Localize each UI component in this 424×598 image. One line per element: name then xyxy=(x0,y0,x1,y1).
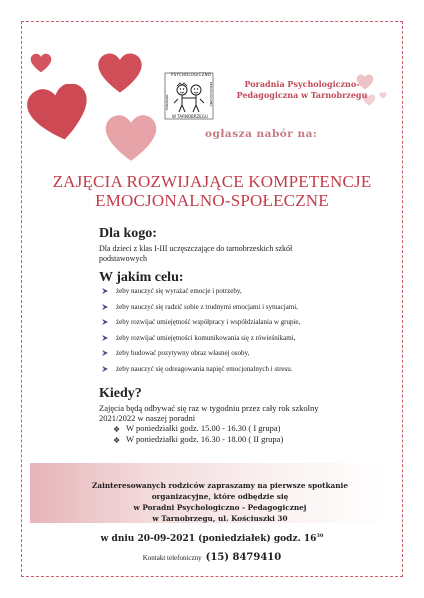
for-whom-line-1: Dla dzieci z klas I-III uczęszczające do tarnobrzeskich szkół xyxy=(99,244,293,253)
page-title xyxy=(30,172,394,210)
invitation-line-1: Zainteresowanych rodziców zapraszamy na pierwsze spotkanie xyxy=(92,481,348,490)
invitation-line-3: w Poradni Psychologiczno - Pedagogicznej xyxy=(133,503,307,512)
heart-icon xyxy=(30,53,52,73)
announcement-text: ogłasza nabór na: xyxy=(205,128,318,140)
heart-icon xyxy=(96,52,144,94)
svg-text:PORADNIA: PORADNIA xyxy=(165,94,169,110)
list-item xyxy=(111,423,283,434)
heart-icon xyxy=(104,112,158,164)
invitation-text xyxy=(60,480,380,524)
meeting-date-text: w dniu 20-09-2021 (poniedziałek) godz. 16 xyxy=(100,534,317,544)
when-line-2: 2021/2022 w naszej poradni xyxy=(99,413,196,423)
goal-text: żeby rozwijać umiejętność współpracy i współdziałania w grupie, xyxy=(116,318,301,326)
goals-list xyxy=(99,286,300,379)
arrow-bullet-icon xyxy=(102,288,108,294)
meeting-date xyxy=(40,533,384,544)
list-item xyxy=(99,317,300,333)
logo-top-text: PSYCHOLOGICZNO xyxy=(171,72,212,77)
goal-text: żeby budować pozytywny obraz własnej osoby, xyxy=(116,349,250,357)
arrow-bullet-icon xyxy=(102,319,108,325)
heart-icon xyxy=(25,84,93,142)
arrow-bullet-icon xyxy=(102,304,108,310)
goal-text: żeby nauczyć się odreagowania napięć emocjonalnych i stresu. xyxy=(116,364,293,373)
for-whom-line-2: podstawowych xyxy=(99,254,147,263)
arrow-bullet-icon xyxy=(102,335,108,341)
list-item xyxy=(111,434,283,445)
for-whom-heading: Dla kogo: xyxy=(99,226,157,241)
list-item xyxy=(99,333,300,349)
when-line-1: Zajęcia będą odbywać się raz w tygodniu przez cały rok szkolny xyxy=(99,403,319,413)
institution-name: Poradnia Psychologiczno-Pedagogiczna w Tarnobrzegu xyxy=(236,79,368,100)
contact-phone: (15) 8479410 xyxy=(205,552,282,563)
contact-label: Kontakt telefoniczny xyxy=(142,554,202,562)
title-line-2: EMOCJONALNO-SPOŁECZNE xyxy=(95,191,329,210)
session-text: W poniedziałki godz. 16.30 - 18.00 ( II grupa) xyxy=(126,434,284,444)
session-text: W poniedziałki godz. 15.00 - 16.30 ( I grupa) xyxy=(126,423,281,433)
title-line-1: ZAJĘCIA ROZWIJAJĄCE KOMPETENCJE xyxy=(52,172,372,191)
svg-text:PEDAGOGICZNA: PEDAGOGICZNA xyxy=(209,82,213,107)
for-whom-text xyxy=(99,244,292,264)
list-item xyxy=(99,302,300,318)
meeting-time-superscript: 30 xyxy=(316,533,324,539)
arrow-bullet-icon xyxy=(102,366,108,372)
goals-heading: W jakim celu: xyxy=(99,270,184,285)
goal-text: żeby nauczyć się wyrażać emocje i potrzeby, xyxy=(116,287,242,295)
arrow-bullet-icon xyxy=(102,350,108,356)
invitation-line-4: w Tarnobrzegu, ul. Kościuszki 30 xyxy=(152,514,288,523)
when-text xyxy=(99,403,319,423)
diamond-bullet-icon: ❖ xyxy=(113,425,121,434)
goal-text: żeby rozwijać umiejętności komunikowania się z rówieśnikami, xyxy=(116,333,296,342)
contact-info xyxy=(40,547,384,565)
logo-bottom-text: W TARNOBRZEGU xyxy=(172,114,208,119)
institution-logo xyxy=(164,72,214,120)
diamond-bullet-icon: ❖ xyxy=(113,436,121,445)
list-item xyxy=(99,348,300,364)
list-item xyxy=(99,286,300,302)
list-item xyxy=(99,364,300,380)
when-heading: Kiedy? xyxy=(99,386,142,401)
goal-text: żeby nauczyć się radzić sobie z trudnymi emocjami i sytuacjami, xyxy=(116,302,298,311)
schedule-list xyxy=(111,423,283,445)
invitation-line-2: organizacyjne, które odbędzie się xyxy=(151,492,289,501)
